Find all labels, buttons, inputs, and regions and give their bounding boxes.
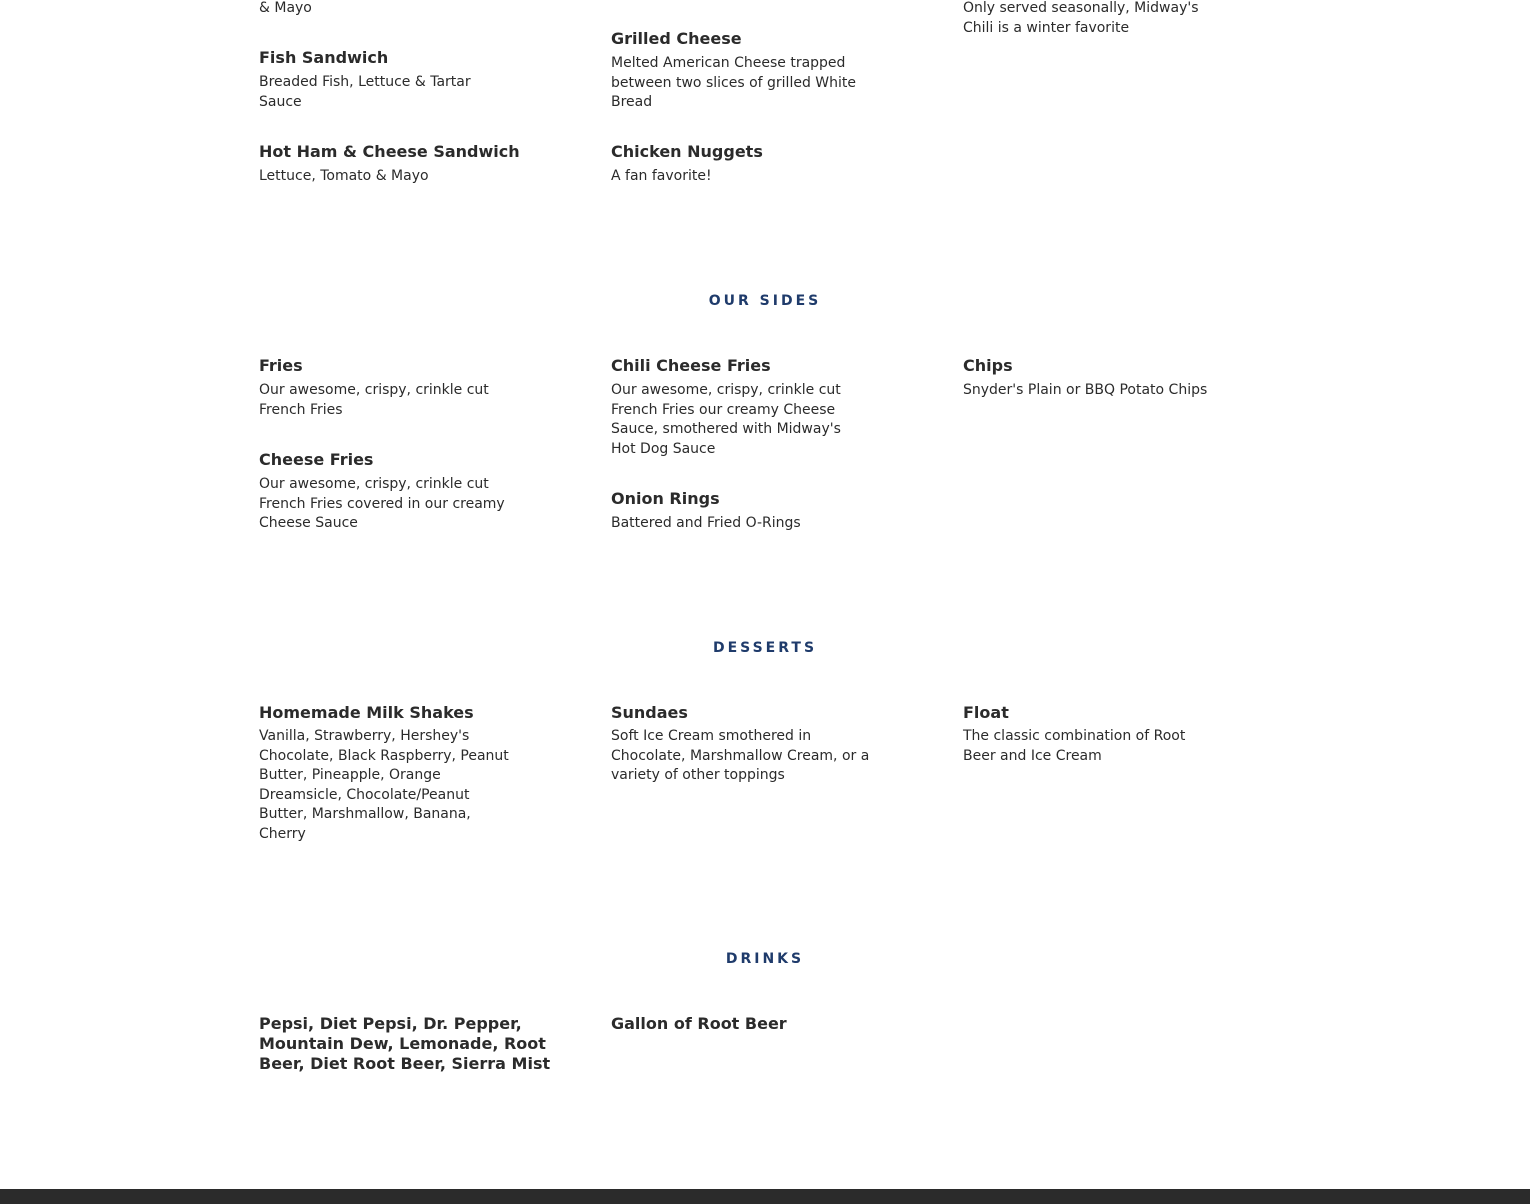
item-desc: Snyder's Plain or BBQ Potato Chips (963, 382, 1208, 398)
item-desc: Breaded Fish, Lettuce & Tartar Sauce (259, 74, 471, 110)
item-desc: Our awesome, crispy, crinkle cut French Fries covered in our creamy Cheese Sauce (259, 476, 505, 531)
item-desc: Our awesome, crispy, crinkle cut French Fries (259, 382, 489, 418)
item-desc: Melted American Cheese trapped between two slices of grilled White Bread (611, 55, 856, 110)
item-desc: Lettuce, Tomato & Mayo (259, 168, 429, 184)
item-title: Cheese Fries (259, 450, 374, 469)
section-heading-desserts: DESSERTS (712, 640, 818, 656)
section-heading-drinks: DRINKS (725, 951, 805, 967)
item-title: Fries (259, 356, 303, 375)
item-title: Chips (963, 356, 1013, 375)
item-desc: Battered and Fried O-Rings (611, 515, 801, 531)
item-title: Float (963, 703, 1009, 722)
item-title: Gallon of Root Beer (611, 1014, 787, 1033)
item-title: Chicken Nuggets (611, 142, 763, 161)
item-desc: Our awesome, crispy, crinkle cut French Fries our creamy Cheese Sauce, smothered with Midway's Hot Dog Sauce (611, 382, 841, 457)
club-sandwich-desc-tail: & Mayo (259, 0, 312, 16)
item-desc: Soft Ice Cream smothered in Chocolate, Marshmallow Cream, or a variety of other toppings (611, 728, 870, 783)
item-title: Onion Rings (611, 489, 720, 508)
item-desc: A fan favorite! (611, 168, 712, 184)
item-title: Sundaes (611, 703, 688, 722)
chili-desc: Only served seasonally, Midway's Chili is a winter favorite (963, 0, 1199, 36)
item-title: Grilled Cheese (611, 29, 742, 48)
item-title: Pepsi, Diet Pepsi, Dr. Pepper, Mountain Dew, Lemonade, Root Beer, Diet Root Beer, Sierra Mist (259, 1014, 551, 1073)
item-title: Homemade Milk Shakes (259, 703, 474, 722)
footer-bar (0, 1189, 1530, 1204)
item-title: Hot Ham & Cheese Sandwich (259, 142, 520, 161)
item-desc: The classic combination of Root Beer and Ice Cream (963, 728, 1186, 764)
item-desc: Vanilla, Strawberry, Hershey's Chocolate, Black Raspberry, Peanut Butter, Pineapple, Orange Dreamsicle, Chocolate/Peanut Butter, Marshmallow, Banana, Cherry (259, 728, 509, 842)
section-heading-sides: OUR SIDES (708, 293, 822, 309)
item-title: Fish Sandwich (259, 48, 389, 67)
item-title: Chili Cheese Fries (611, 356, 771, 375)
